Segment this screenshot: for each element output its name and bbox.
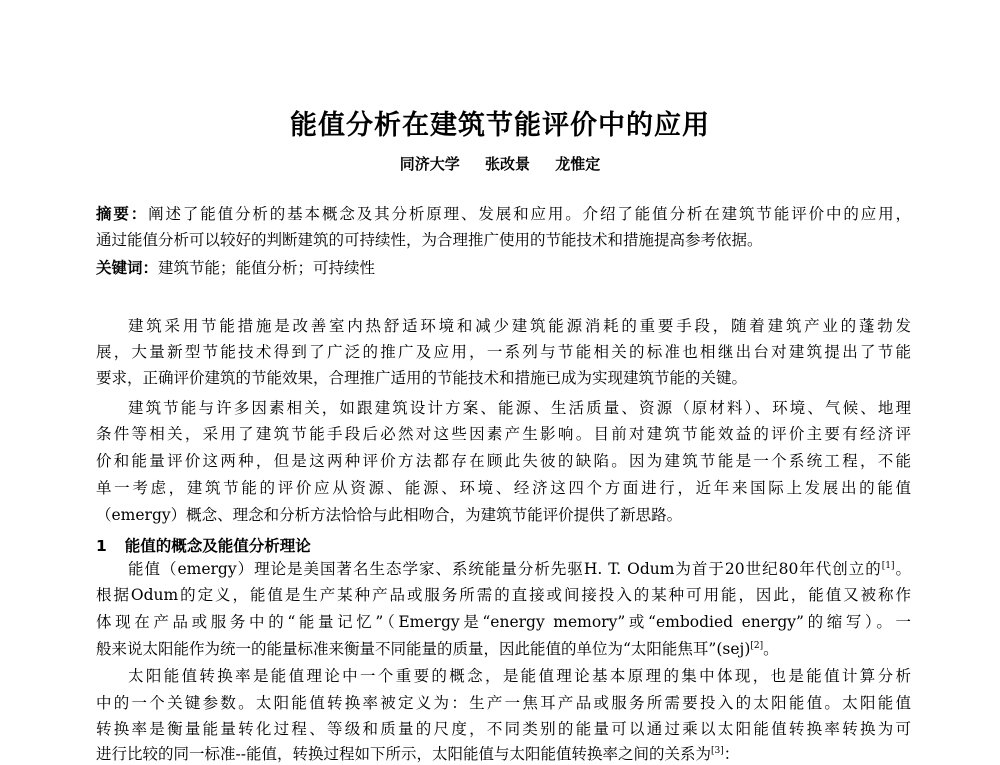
body-line: （emergy）概念、理念和分析方法恰恰与此相吻合，为建筑节能评价提供了新思路。 bbox=[96, 506, 683, 524]
body-text: 。 bbox=[894, 560, 911, 578]
body-line: 单一考虑，建筑节能的评价应从资源、能源、环境、经济这四个方面进行，近年来国际上发展出的能值 bbox=[96, 479, 911, 497]
body-text: 进行比较的同一标准--能值，转换过程如下所示，太阳能值与太阳能值转换率之间的关系为 bbox=[96, 745, 711, 763]
body-line: 体现在产品或服务中的“能量记忆”（Emergy是“energy memory”或“embodied energy”的缩写）。一 bbox=[96, 613, 911, 631]
body-line: 中的一个关键参数。太阳能值转换率被定义为：生产一焦耳产品或服务所需要投入的太阳能值。太阳能值 bbox=[96, 694, 911, 712]
body-line: 根据Odum的定义，能值是生产某种产品或服务所需的直接或间接投入的某种可用能，因此，能值又被称作 bbox=[96, 586, 911, 604]
author-affiliation: 同济大学 bbox=[399, 155, 460, 173]
paper-title: 能值分析在建筑节能评价中的应用 bbox=[290, 110, 710, 141]
section-heading bbox=[96, 534, 311, 556]
body-line: 要求，正确评价建筑的节能效果，合理推广适用的节能技术和措施已成为实现建筑节能的关键。 bbox=[96, 369, 748, 387]
body-text: 。 bbox=[763, 640, 779, 658]
body-line bbox=[96, 638, 911, 660]
body-line: 太阳能值转换率是能值理论中一个重要的概念，是能值理论基本原理的集中体现，也是能值计算分析 bbox=[128, 667, 911, 685]
abstract-text: 阐述了能值分析的基本概念及其分析原理、发展和应用。介绍了能值分析在建筑节能评价中的应用， bbox=[148, 205, 911, 223]
abstract-label: 摘要： bbox=[96, 205, 149, 223]
section-number: 1 bbox=[96, 537, 107, 555]
abstract-line bbox=[96, 203, 911, 225]
body-text: 般来说太阳能作为统一的能量标准来衡量不同能量的质量，因此能值的单位为“太阳能焦耳”(sej) bbox=[96, 640, 751, 658]
keywords-text: 建筑节能；能值分析；可持续性 bbox=[158, 259, 376, 277]
keywords-label: 关键词： bbox=[96, 259, 159, 277]
body-line: 价和能量评价这两种，但是这两种评价方法都存在顾此失彼的缺陷。因为建筑节能是一个系统工程，不能 bbox=[96, 452, 911, 470]
citation-ref: [2] bbox=[750, 640, 764, 651]
keywords-line bbox=[96, 257, 911, 279]
citation-ref: [3] bbox=[710, 745, 724, 756]
paper-authors bbox=[0, 153, 1000, 174]
body-line bbox=[96, 743, 911, 765]
body-text: 能值（emergy）理论是美国著名生态学家、系统能量分析先驱H. T. Odum为首于20世纪80年代创立的 bbox=[128, 560, 882, 578]
body-line: 转换率是衡量能量转化过程、等级和质量的尺度，不同类别的能量可以通过乘以太阳能值转换率转换为可 bbox=[96, 720, 911, 738]
body-text: ： bbox=[723, 745, 740, 763]
author-name: 张改景 bbox=[484, 155, 530, 173]
body-line: 建筑节能与许多因素相关，如跟建筑设计方案、能源、生活质量、资源（原材料）、环境、气候、地理 bbox=[128, 399, 911, 417]
citation-ref: [1] bbox=[881, 560, 895, 571]
section-title: 能值的概念及能值分析理论 bbox=[124, 537, 311, 555]
body-line bbox=[96, 558, 911, 580]
body-line: 建筑采用节能措施是改善室内热舒适环境和减少建筑能源消耗的重要手段，随着建筑产业的蓬勃发 bbox=[128, 317, 911, 335]
abstract-line: 通过能值分析可以较好的判断建筑的可持续性，为合理推广使用的节能技术和措施提高参考依据。 bbox=[96, 231, 763, 249]
author-name: 龙惟定 bbox=[555, 155, 601, 173]
body-line: 条件等相关，采用了建筑节能手段后必然对这些因素产生影响。目前对建筑节能效益的评价主要有经济评 bbox=[96, 425, 911, 443]
body-line: 展，大量新型节能技术得到了广泛的推广及应用，一系列与节能相关的标准也相继出台对建筑提出了节能 bbox=[96, 343, 911, 361]
